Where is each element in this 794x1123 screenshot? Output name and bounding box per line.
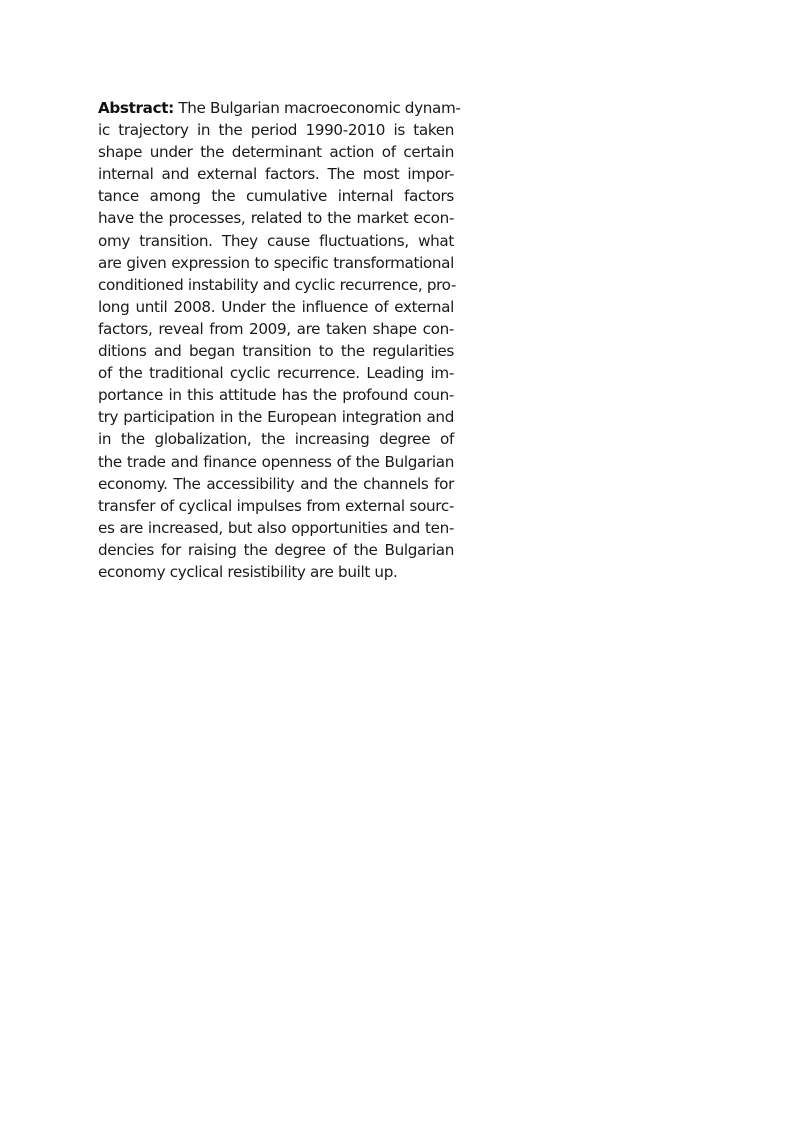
abstract-line: ic trajectory in the period 1990-2010 is taken [98,121,454,140]
abstract-line: portance in this attitude has the profound coun- [98,386,454,405]
abstract-line: try participation in the European integration and [98,408,454,427]
abstract-paragraph [98,97,461,583]
abstract-line: shape under the determinant action of certain [98,143,454,162]
abstract-line: of the traditional cyclic recurrence. Leading im- [98,364,454,383]
abstract-line: in the globalization, the increasing degree of [98,430,454,449]
abstract-line: conditioned instability and cyclic recurrence, pro- [98,275,457,294]
abstract-line: es are increased, but also opportunities and ten- [98,518,454,537]
abstract-line: internal and external factors. The most impor- [98,165,454,184]
abstract-line: omy transition. They cause fluctuations, what [98,231,454,250]
abstract-label: Abstract: [98,99,174,117]
abstract-line: economy cyclical resistibility are built up. [98,562,398,581]
abstract-text: The Bulgarian macroeconomic dynam- [173,99,461,117]
abstract-line: tance among the cumulative internal factors [98,187,454,206]
abstract-line: long until 2008. Under the influence of external [98,297,454,316]
abstract-line: the trade and finance openness of the Bulgarian [98,452,454,471]
abstract-line: are given expression to specific transformational [98,253,454,272]
abstract-line: factors, reveal from 2009, are taken shape con- [98,319,454,338]
abstract-line: economy. The accessibility and the channels for [98,474,454,493]
abstract-line: ditions and began transition to the regularities [98,342,454,361]
abstract-line: transfer of cyclical impulses from external sourc- [98,496,454,515]
abstract-line: have the processes, related to the market econ- [98,209,454,228]
abstract-line: dencies for raising the degree of the Bulgarian [98,540,454,559]
abstract-line [98,97,461,119]
